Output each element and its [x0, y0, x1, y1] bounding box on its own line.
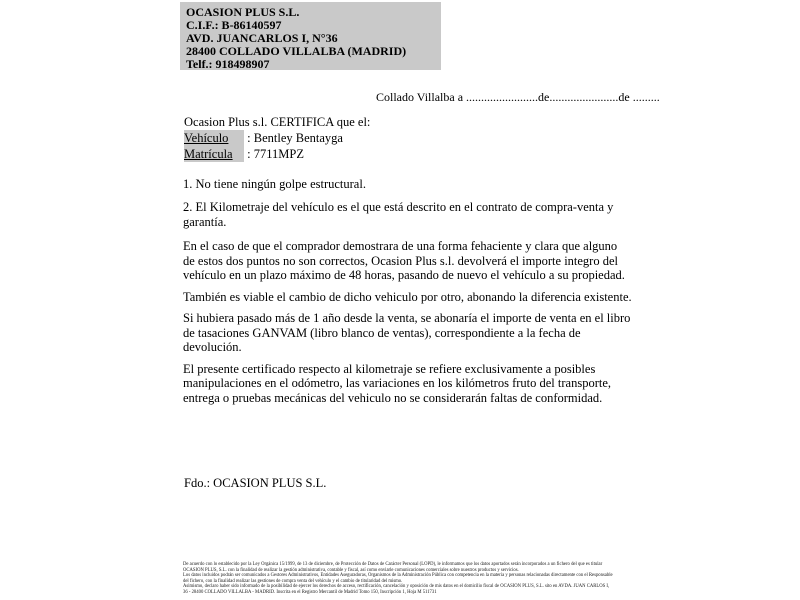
vehicle-value: Bentley Bentayga — [253, 131, 343, 145]
legal-line-2: Los datos incluidos podrán ser comunicados a Gestores Administrativos, Entidades Aseguradoras, Organismos de la Administración Pública con competencia en la materia y personas relacionadas directamente con el Responsable del fichero, con la finalidad realizar las gestiones de compra venta del vehículo y el cambio de titularidad del mismo. — [183, 573, 613, 584]
point-1: 1. No tiene ningún golpe estructural. — [183, 177, 366, 191]
plate-label: Matrícula — [184, 146, 244, 162]
company-name: OCASION PLUS S.L. — [186, 5, 300, 19]
point-2: 2. El Kilometraje del vehículo es el que está descrito en el contrato de compra-venta y garantía. — [183, 200, 614, 229]
company-address: AVD. JUANCARLOS I, N°36 — [186, 31, 338, 45]
legal-line-3: Asimismo, declaro haber sido informado de la posibilidad de ejercer los derechos de acceso, rectificación, cancelación y oposición de mis datos en el domicilio fiscal de OCASION PLUS, S.L. sito en AVDA. JUAN CARLOS I, 36 - 28400 COLLADO VILLALBA - MADRID. Inscrita en el Registro Mercantil de Madrid Tomo 150, Inscripción 1, Hoja M 511731 — [183, 584, 610, 595]
date-place-line: Collado Villalba a ........................de.......................de ......... — [376, 90, 660, 104]
paragraph-exchange: También es viable el cambio de dicho vehiculo por otro, abonando la diferencia existente. — [183, 289, 632, 304]
vehicle-label: Vehículo — [184, 130, 244, 146]
certified-points — [183, 177, 653, 238]
company-header — [180, 2, 441, 70]
legal-fine-print — [183, 562, 613, 595]
vehicle-separator: : — [247, 131, 251, 145]
certification-block — [184, 114, 370, 162]
company-city: 28400 COLLADO VILLALBA (MADRID) — [186, 44, 407, 58]
body-paragraphs — [183, 239, 632, 411]
plate-line — [184, 146, 370, 162]
company-cif: C.I.F.: B-86140597 — [186, 18, 282, 32]
certifies-line: Ocasion Plus s.l. CERTIFICA que el: — [184, 115, 371, 129]
company-phone: Telf.: 918498907 — [186, 57, 270, 71]
paragraph-refund: En el caso de que el comprador demostrara de una forma fehaciente y clara que alguno de estos dos puntos no son correctos, Ocasion Plus s.l. devolverá el importe integro del vehículo en un plazo máximo de 48 horas, pasando de nuevo el vehículo a su propiedad. — [183, 239, 625, 282]
legal-line-1: De acuerdo con lo establecido por la Ley Orgánica 15/1999, de 13 de diciembre, de Protección de Datos de Carácter Personal (LOPD), le informamos que los datos aportados serán incorporados a un fichero del que es titular OCASION PLUS, S.L. con la finalidad de realizar la gestión administrativa, contable y fiscal, así como enviarle comunicaciones comerciales sobre nuestros productos y servicios. — [183, 562, 603, 573]
vehicle-line — [184, 130, 370, 146]
signature-line: Fdo.: OCASION PLUS S.L. — [184, 476, 327, 490]
paragraph-odometer: El presente certificado respecto al kilometraje se refiere exclusivamente a posibles manipulaciones en el odómetro, las variaciones en los kilómetros fruto del transporte, entrega o pruebas mecánicas del vehiculo no se considerarán faltas de conformidad. — [183, 361, 612, 405]
paragraph-ganvam: Si hubiera pasado más de 1 año desde la venta, se abonaría el importe de venta en el libro de tasaciones GANVAM (libro blanco de ventas), correspondiente a la fecha de devolución. — [183, 311, 631, 354]
plate-value: 7711MPZ — [253, 147, 304, 161]
plate-separator: : — [247, 147, 251, 161]
